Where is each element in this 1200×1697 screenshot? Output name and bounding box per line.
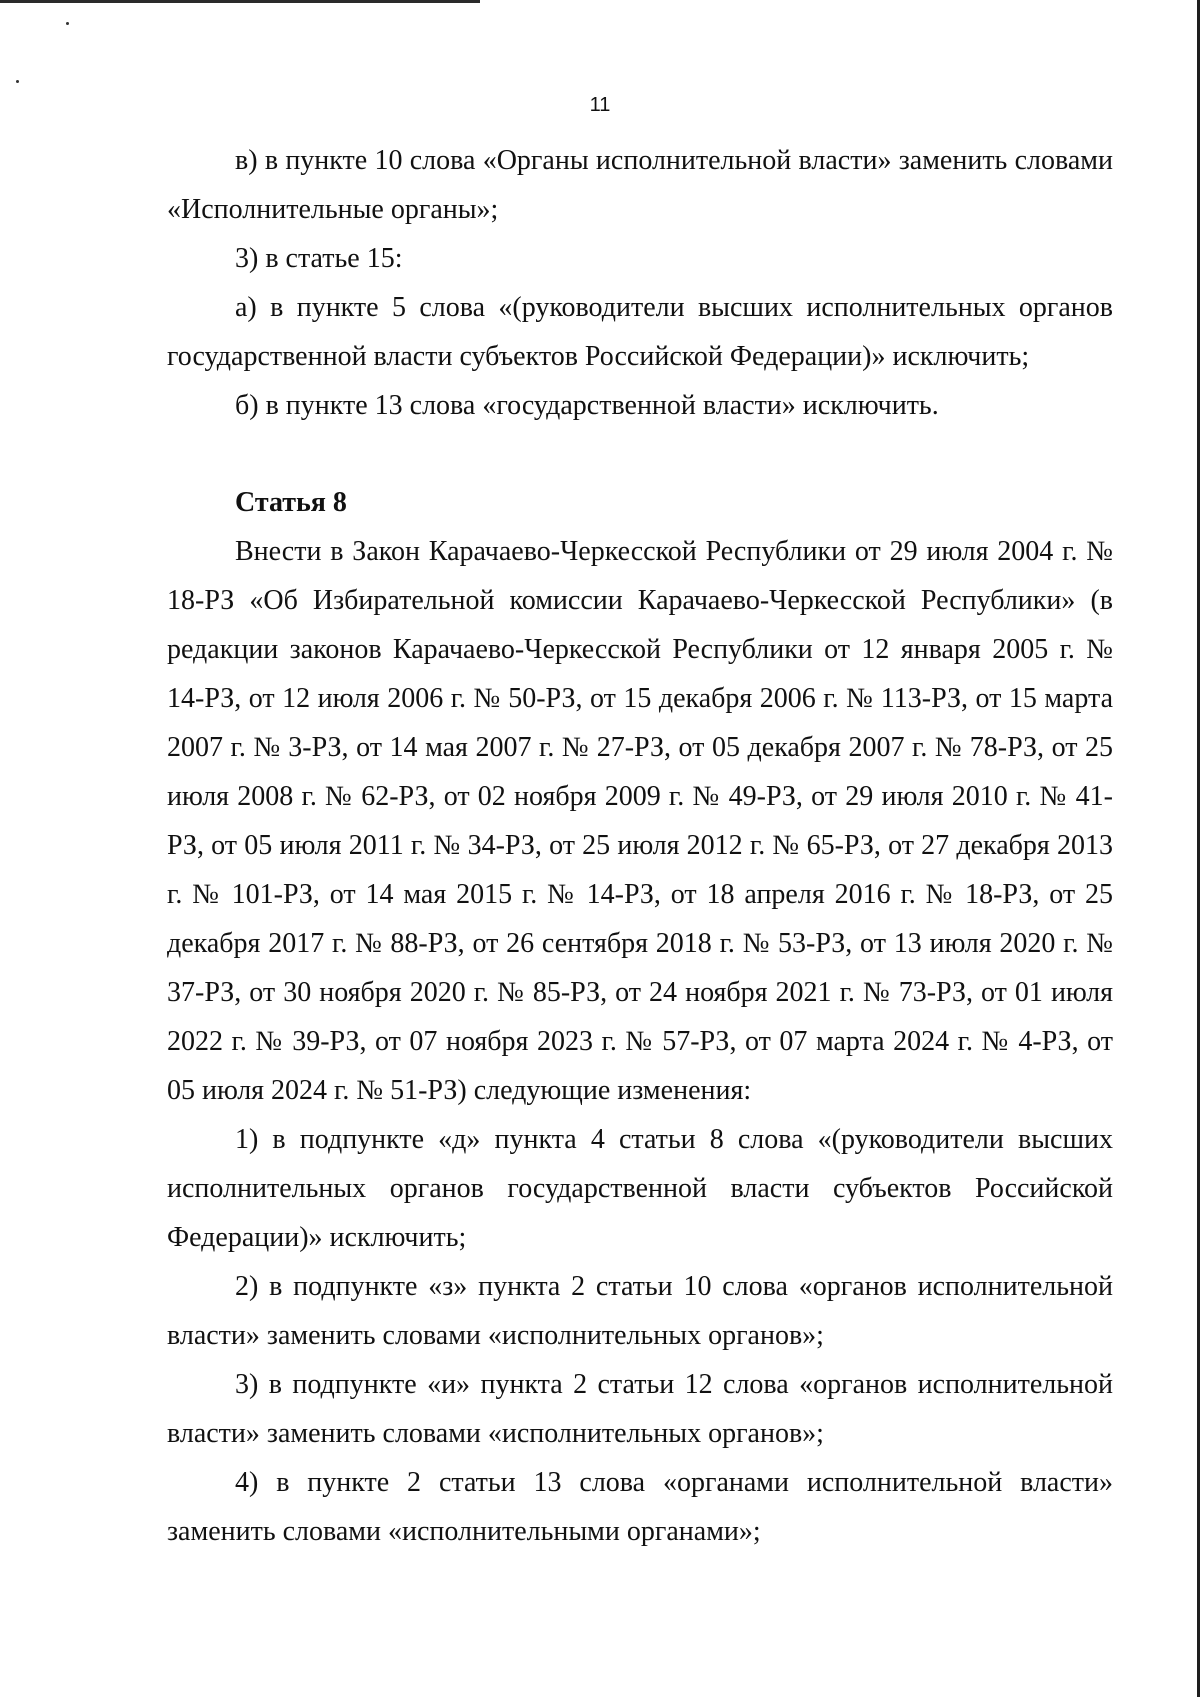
article-heading: Статья 8 xyxy=(235,487,347,518)
paragraph: 1) в подпункте «д» пункта 4 статьи 8 слова «(руководители высших исполнительных органов государственной власти субъектов Российской Федерации)» исключить; xyxy=(167,1124,1113,1253)
scan-speck xyxy=(66,22,69,25)
paragraph: в) в пункте 10 слова «Органы исполнительной власти» заменить словами «Исполнительные органы»; xyxy=(167,145,1113,225)
paragraph: 2) в подпункте «з» пункта 2 статьи 10 слова «органов исполнительной власти» заменить словами «исполнительных органов»; xyxy=(167,1271,1113,1351)
paragraph: а) в пункте 5 слова «(руководители высших исполнительных органов государственной власти субъектов Российской Федерации)» исключить; xyxy=(167,292,1113,372)
page-number: 11 xyxy=(589,94,611,116)
scan-edge-top xyxy=(0,0,480,3)
paragraph: 4) в пункте 2 статьи 13 слова «органами исполнительной власти» заменить словами «исполнительными органами»; xyxy=(167,1467,1113,1547)
document-body xyxy=(167,136,1113,1556)
paragraph: 3) в подпункте «и» пункта 2 статьи 12 слова «органов исполнительной власти» заменить словами «исполнительных органов»; xyxy=(167,1369,1113,1449)
paragraph: 3) в статье 15: xyxy=(235,243,403,274)
section-spacer xyxy=(167,430,1113,478)
scan-speck xyxy=(16,80,19,83)
paragraph: б) в пункте 13 слова «государственной власти» исключить. xyxy=(235,390,939,421)
paragraph: Внести в Закон Карачаево-Черкесской Республики от 29 июля 2004 г. № 18-РЗ «Об Избирательной комиссии Карачаево-Черкесской Республики» (в редакции законов Карачаево-Черкесской Республики от 12 января 2005 г. № 14-РЗ, от 12 июля 2006 г. № 50-РЗ, от 15 декабря 2006 г. № 113-РЗ, от 15 марта 2007 г. № 3-РЗ, от 14 мая 2007 г. № 27-РЗ, от 05 декабря 2007 г. № 78-РЗ, от 25 июля 2008 г. № 62-РЗ, от 02 ноября 2009 г. № 49-РЗ, от 29 июля 2010 г. № 41-РЗ, от 05 июля 2011 г. № 34-РЗ, от 25 июля 2012 г. № 65-РЗ, от 27 декабря 2013 г. № 101-РЗ, от 14 мая 2015 г. № 14-РЗ, от 18 апреля 2016 г. № 18-РЗ, от 25 декабря 2017 г. № 88-РЗ, от 26 сентября 2018 г. № 53-РЗ, от 13 июля 2020 г. № 37-РЗ, от 30 ноября 2020 г. № 85-РЗ, от 24 ноября 2021 г. № 73-РЗ, от 01 июля 2022 г. № 39-РЗ, от 07 ноября 2023 г. № 57-РЗ, от 07 марта 2024 г. № 4-РЗ, от 05 июля 2024 г. № 51-РЗ) следующие изменения: xyxy=(167,536,1113,1106)
